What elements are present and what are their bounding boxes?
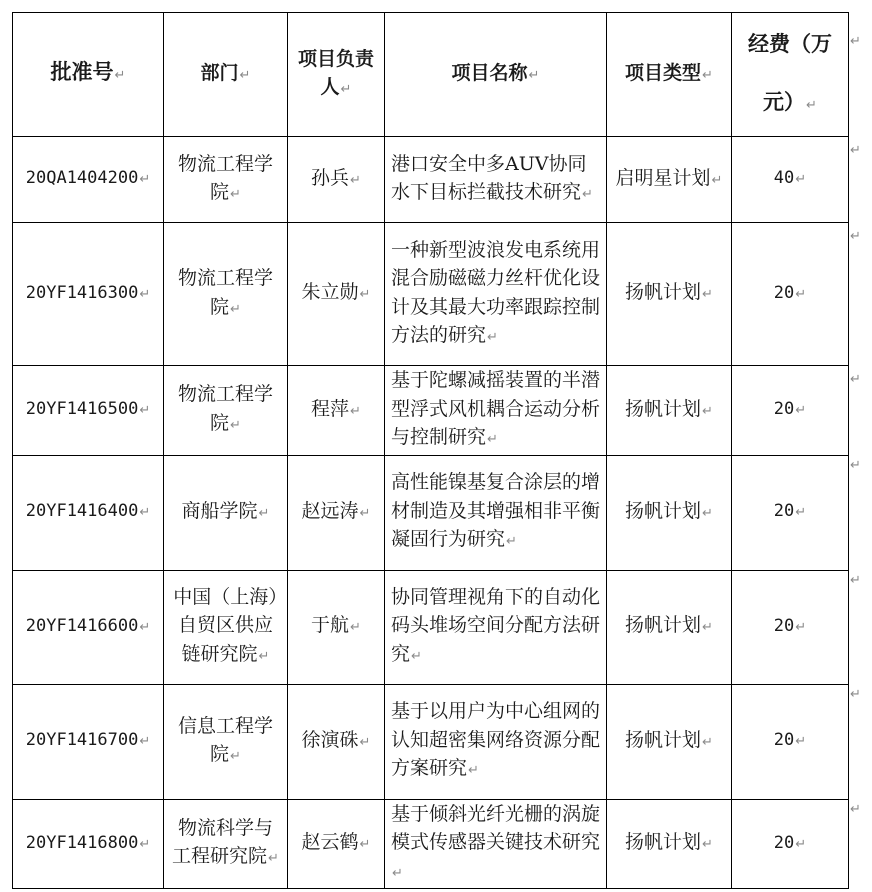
cell-funding: 20↵ — [732, 223, 849, 366]
header-row — [13, 13, 849, 137]
cell-department: 物流工程学院↵ — [164, 137, 288, 223]
table-row — [13, 570, 849, 684]
cell-approval-no: 20YF1416300↵ — [13, 223, 164, 366]
row-end-mark: ↵ — [850, 229, 861, 244]
cell-department: 物流工程学院↵ — [164, 223, 288, 366]
cell-funding: 40↵ — [732, 137, 849, 223]
cell-project-name: 基于倾斜光纤光栅的涡旋模式传感器关键技术研究↵ — [385, 799, 607, 889]
project-table — [12, 12, 849, 889]
cell-funding: 20↵ — [732, 455, 849, 570]
row-end-mark: ↵ — [850, 687, 861, 702]
cell-leader: 程萍↵ — [288, 366, 385, 456]
cell-approval-no: 20YF1416700↵ — [13, 684, 164, 799]
cell-funding: 20↵ — [732, 799, 849, 889]
header-funding: 经费（万元）↵ — [732, 13, 849, 137]
cell-leader: 赵远涛↵ — [288, 455, 385, 570]
cell-project-type: 扬帆计划↵ — [607, 455, 732, 570]
cell-project-name: 一种新型波浪发电系统用混合励磁磁力丝杆优化设计及其最大功率跟踪控制方法的研究↵ — [385, 223, 607, 366]
cell-approval-no: 20YF1416800↵ — [13, 799, 164, 889]
header-project-name: 项目名称↵ — [385, 13, 607, 137]
header-department: 部门↵ — [164, 13, 288, 137]
cell-project-type: 扬帆计划↵ — [607, 366, 732, 456]
cell-department: 信息工程学院↵ — [164, 684, 288, 799]
row-end-mark: ↵ — [850, 802, 861, 817]
header-project-type: 项目类型↵ — [607, 13, 732, 137]
cell-approval-no: 20YF1416600↵ — [13, 570, 164, 684]
cell-approval-no: 20YF1416500↵ — [13, 366, 164, 456]
cell-approval-no: 20QA1404200↵ — [13, 137, 164, 223]
cell-project-name: 协同管理视角下的自动化码头堆场空间分配方法研究↵ — [385, 570, 607, 684]
cell-project-type: 扬帆计划↵ — [607, 684, 732, 799]
cell-department: 物流工程学院↵ — [164, 366, 288, 456]
row-end-mark: ↵ — [850, 143, 861, 158]
table-row — [13, 137, 849, 223]
cell-approval-no: 20YF1416400↵ — [13, 455, 164, 570]
cell-project-type: 启明星计划↵ — [607, 137, 732, 223]
cell-funding: 20↵ — [732, 366, 849, 456]
cell-leader: 徐演硃↵ — [288, 684, 385, 799]
table-row — [13, 366, 849, 456]
row-end-mark: ↵ — [850, 458, 861, 473]
table-row — [13, 455, 849, 570]
cell-project-type: 扬帆计划↵ — [607, 223, 732, 366]
table-row — [13, 799, 849, 889]
cell-leader: 赵云鹤↵ — [288, 799, 385, 889]
cell-department: 商船学院↵ — [164, 455, 288, 570]
cell-project-type: 扬帆计划↵ — [607, 570, 732, 684]
header-leader: 项目负责人↵ — [288, 13, 385, 137]
cell-department: 物流科学与工程研究院↵ — [164, 799, 288, 889]
table-row — [13, 223, 849, 366]
cell-project-name: 基于陀螺减摇装置的半潜型浮式风机耦合运动分析与控制研究↵ — [385, 366, 607, 456]
row-end-mark: ↵ — [850, 34, 861, 49]
cell-leader: 孙兵↵ — [288, 137, 385, 223]
cell-leader: 于航↵ — [288, 570, 385, 684]
row-end-mark: ↵ — [850, 372, 861, 387]
cell-project-name: 高性能镍基复合涂层的增材制造及其增强相非平衡凝固行为研究↵ — [385, 455, 607, 570]
cell-project-name: 基于以用户为中心组网的认知超密集网络资源分配方案研究↵ — [385, 684, 607, 799]
header-approval-no: 批准号↵ — [13, 13, 164, 137]
cell-project-type: 扬帆计划↵ — [607, 799, 732, 889]
cell-funding: 20↵ — [732, 570, 849, 684]
row-end-mark: ↵ — [850, 573, 861, 588]
cell-leader: 朱立勋↵ — [288, 223, 385, 366]
cell-project-name: 港口安全中多AUV协同水下目标拦截技术研究↵ — [385, 137, 607, 223]
cell-department: 中国（上海）自贸区供应链研究院↵ — [164, 570, 288, 684]
table-row — [13, 684, 849, 799]
cell-funding: 20↵ — [732, 684, 849, 799]
